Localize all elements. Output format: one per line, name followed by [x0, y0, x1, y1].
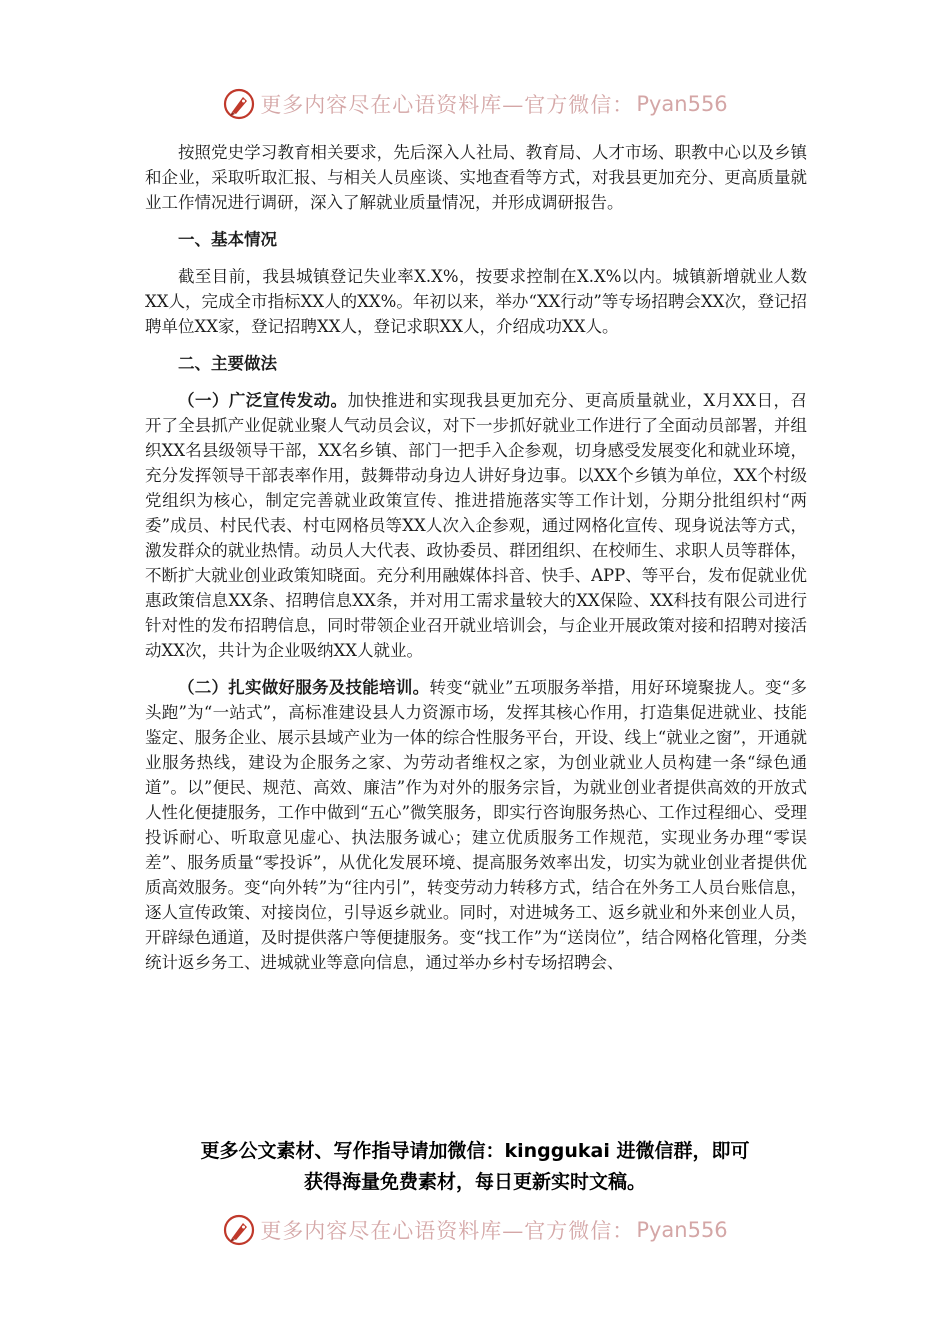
document-body	[145, 140, 807, 975]
banner-wechat-id: Pyan556	[636, 92, 728, 116]
intro-paragraph: 按照党史学习教育相关要求，先后深入人社局、教育局、人才市场、职教中心以及乡镇和企业，采取听取汇报、与相关人员座谈、实地查看等方式，对我县更加充分、更高质量就业工作情况进行调研，深入了解就业质量情况，并形成调研报告。	[145, 143, 807, 212]
practice-item-1-lead: （一）广泛宣传发动。	[178, 391, 348, 410]
promo-line-2: 获得海量免费素材，每日更新实时文稿。	[303, 1171, 646, 1193]
pen-nib-logo-icon	[222, 1213, 256, 1247]
banner-text: 更多内容尽在心语资料库—官方微信：	[260, 1219, 635, 1243]
basic-situation-paragraph: 截至目前，我县城镇登记失业率X.X%，按要求控制在X.X%以内。城镇新增就业人数XX人，完成全市指标XX人的XX%。年初以来，举办“XX行动”等专场招聘会XX次，登记招聘单位XX家，登记招聘XX人，登记求职XX人，介绍成功XX人。	[145, 267, 807, 336]
promo-line-1: 更多公文素材、写作指导请加微信：kinggukai 进微信群，即可	[200, 1140, 750, 1162]
header-banner	[0, 84, 950, 124]
section-heading-practices: 二、主要做法	[178, 354, 277, 373]
promo-notice	[130, 1136, 820, 1198]
practice-item-2-body: 转变“就业”五项服务举措，用好环境聚拢人。变“多头跑”为“一站式”，高标准建设县人力资源市场，发挥其核心作用，打造集促进就业、技能鉴定、服务企业、展示县域产业为一体的综合性服务平台，开设、线上“就业之窗”，开通就业服务热线，建设为企服务之家、为劳动者维权之家，为创业就业人员构建一条“绿色通道”。以”便民、规范、高效、廉洁”作为对外的服务宗旨，为就业创业者提供高效的开放式人性化便捷服务，工作中做到“五心”微笑服务，即实行咨询服务热心、工作过程细心、受理投诉耐心、听取意见虚心、执法服务诚心；建立优质服务工作规范，实现业务办理“零误差”、服务质量“零投诉”，从优化发展环境、提高服务效率出发，切实为就业创业者提供优质高效服务。变“向外转”为“往内引”，转变劳动力转移方式，结合在外务工人员台账信息，逐人宣传政策、对接岗位，引导返乡就业。同时，对进城务工、返乡就业和外来创业人员，开辟绿色通道，及时提供落户等便捷服务。变“找工作”为“送岗位”，结合网格化管理，分类统计返乡务工、进城就业等意向信息，通过举办乡村专场招聘会、	[145, 678, 807, 972]
banner-text: 更多内容尽在心语资料库—官方微信：	[260, 93, 635, 117]
section-heading-basic: 一、基本情况	[178, 230, 277, 249]
banner-wechat-id: Pyan556	[636, 1218, 728, 1242]
footer-banner	[0, 1210, 950, 1250]
practice-item-1-body: 加快推进和实现我县更加充分、更高质量就业，X月XX日，召开了全县抓产业促就业聚人气动员会议，对下一步抓好就业工作进行了全面动员部署，并组织XX名县级领导干部，XX名乡镇、部门一把手入企参观，切身感受发展变化和就业环境，充分发挥领导干部表率作用，鼓舞带动身边人讲好身边事。以XX个乡镇为单位，XX个村级党组织为核心，制定完善就业政策宣传、推进措施落实等工作计划，分期分批组织村“两委”成员、村民代表、村屯网格员等XX人次入企参观，通过网格化宣传、现身说法等方式，激发群众的就业热情。动员人大代表、政协委员、群团组织、在校师生、求职人员等群体，不断扩大就业创业政策知晓面。充分利用融媒体抖音、快手、APP、等平台，发布促就业优惠政策信息XX条、招聘信息XX条，并对用工需求量较大的XX保险、XX科技有限公司进行针对性的发布招聘信息，同时带领企业召开就业培训会，与企业开展政策对接和招聘对接活动XX次，共计为企业吸纳XX人就业。	[145, 391, 807, 660]
practice-item-1	[145, 388, 807, 663]
practice-item-2	[145, 675, 807, 975]
pen-nib-logo-icon	[222, 87, 256, 121]
practice-item-2-lead: （二）扎实做好服务及技能培训。	[178, 678, 430, 697]
